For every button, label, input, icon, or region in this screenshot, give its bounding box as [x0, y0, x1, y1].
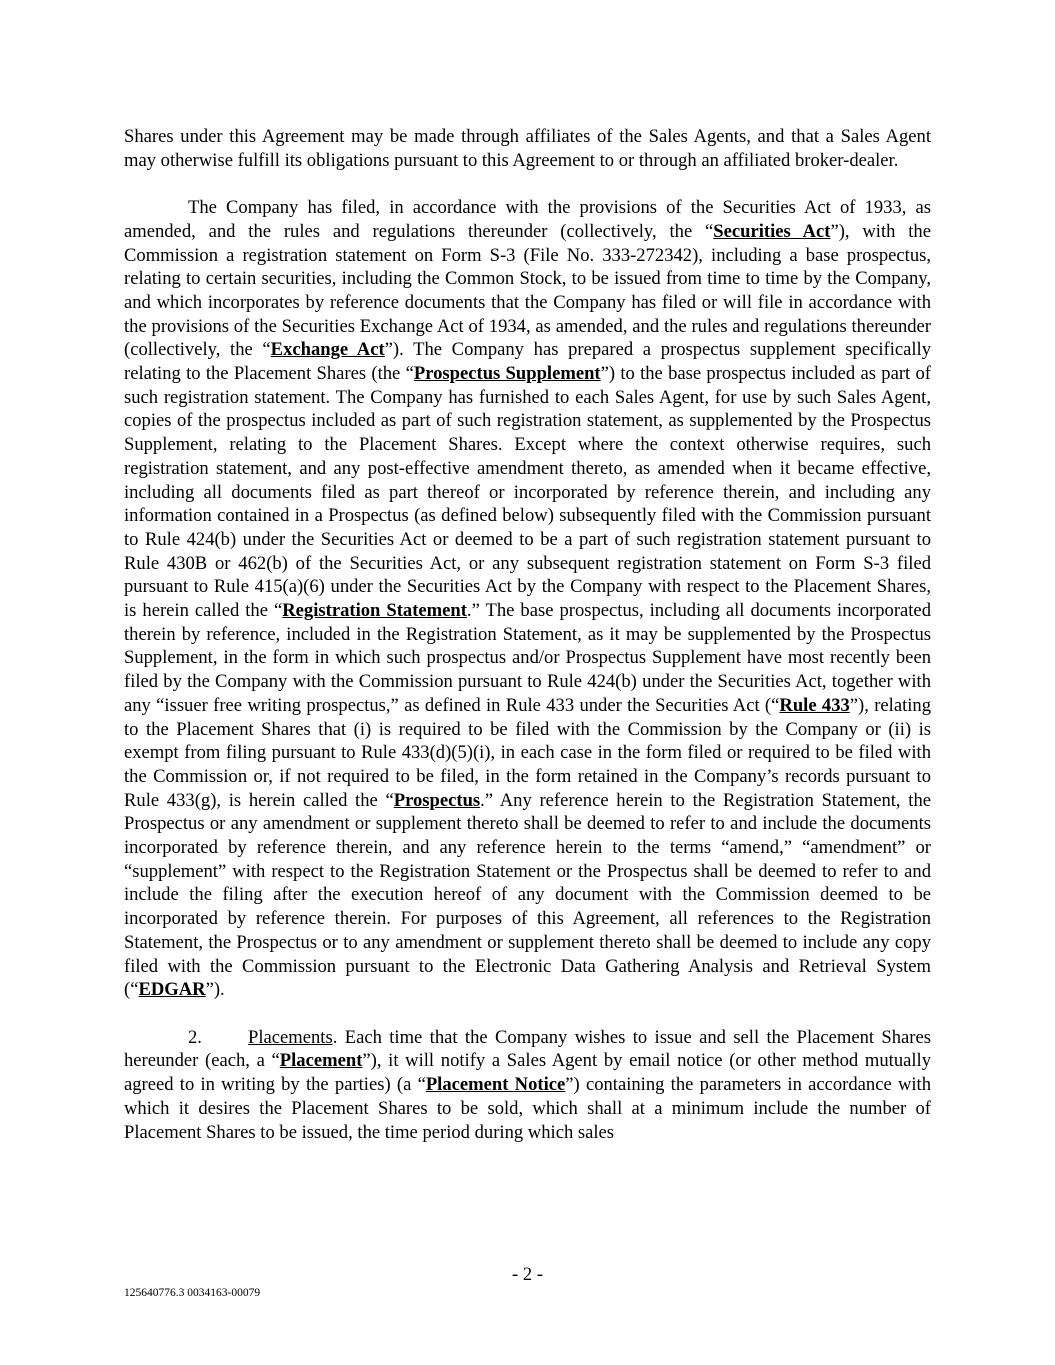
paragraph-text: .” Any reference herein to the Registration Statement, the Prospectus or any amendment or supplement thereto shall be deemed to refer to and include the documents incorporated by reference therein, and any reference herein to the terms “amend,” “amendment” or “supplement” with respect to the Registration Statement or the Prospectus shall be deemed to refer to and include the filing after the execution hereof of any document with the Commission deemed to be incorporated by reference therein. For purposes of this Agreement, all references to the Registration Statement, the Prospectus or to any amendment or supplement thereto shall be deemed to include any copy filed with the Commission pursuant to the Electronic Data Gathering Analysis and Retrieval System (“	[124, 789, 931, 1001]
defined-term-exchange-act: Exchange Act	[270, 339, 385, 361]
paragraph-text: .” The base prospectus, including all documents incorporated therein by reference, included in the Registration Statement, as it may be supplemented by the Prospectus Supplement, in the form in which such prospectus and/or Prospectus Supplement have most recently been filed by the Company with the Commission pursuant to Rule 424(b) under the Securities Act, together with any “issuer free writing prospectus,” as defined in Rule 433 under the Securities Act (“	[124, 600, 931, 716]
paragraph-text: ”).	[205, 979, 225, 1001]
defined-term-registration-statement: Registration Statement	[282, 600, 467, 622]
section-2-placements	[124, 1026, 931, 1145]
defined-term-edgar: EDGAR	[138, 979, 206, 1001]
paragraph-text: ”), with the Commission a registration statement on Form S-3 (File No. 333-272342), including a base prospectus, relating to certain securities, including the Common Stock, to be issued from time to time by the Company, and which incorporates by reference documents that the Company has filed or will file in accordance with the provisions of the Securities Exchange Act of 1934, as amended, and the rules and regulations thereunder (collectively, the “	[124, 220, 931, 361]
document-body	[124, 125, 931, 1168]
page-number: - 2 -	[512, 1264, 543, 1285]
paragraph-text: ”) containing the parameters in accordance with which it desires the Placement Shares to be sold, which shall at a minimum include the number of Placement Shares to be issued, the time period during which sales	[124, 1074, 931, 1143]
paragraph-registration-statement	[124, 196, 931, 1002]
paragraph-text: ”), it will notify a Sales Agent by email notice (or other method mutually agreed to in writing by the parties) (a “	[124, 1050, 931, 1096]
paragraph-text: ”) to the base prospectus included as part of such registration statement. The Company has furnished to each Sales Agent, for use by such Sales Agent, copies of the prospectus included as part of such registration statement, as supplemented by the Prospectus Supplement, relating to the Placement Shares. Except where the context otherwise requires, such registration statement, and any post-effective amendment thereto, as amended when it became effective, including all documents filed as part thereof or incorporated by reference therein, and including any information contained in a Prospectus (as defined below) subsequently filed with the Commission pursuant to Rule 424(b) under the Securities Act or deemed to be a part of such registration statement pursuant to Rule 430B or 462(b) of the Securities Act, or any subsequent registration statement on Form S-3 filed pursuant to Rule 415(a)(6) under the Securities Act by the Company with respect to the Placement Shares, is herein called the “	[124, 363, 931, 622]
defined-term-prospectus-supplement: Prospectus Supplement	[413, 363, 601, 385]
paragraph-text: The Company has filed, in accordance with the provisions of the Securities Act of 1933, as amended, and the rules and regulations thereunder (collectively, the “	[124, 197, 931, 242]
paragraph-text: ”), relating to the Placement Shares that (i) is required to be filed with the Commission by the Company or (ii) is exempt from filing pursuant to Rule 433(d)(5)(i), in each case in the form filed or required to be filed with the Commission or, if not required to be filed, in the form retained in the Company’s records pursuant to Rule 433(g), is herein called the “	[124, 694, 932, 811]
defined-term-securities-act: Securities Act	[713, 220, 831, 242]
defined-term-placement: Placement	[279, 1050, 363, 1072]
paragraph-text: ”). The Company has prepared a prospectus supplement specifically relating to the Placement Shares (the “	[124, 339, 931, 385]
defined-term-placement-notice: Placement Notice	[425, 1074, 566, 1096]
defined-term-rule-433: Rule 433	[779, 694, 850, 716]
document-id: 125640776.3 0034163-00079	[124, 1287, 261, 1299]
defined-term-prospectus: Prospectus	[393, 789, 481, 811]
paragraph-text: Shares under this Agreement may be made through affiliates of the Sales Agents, and that a Sales Agent may otherwise fulfill its obligations pursuant to this Agreement to or through an affiliated broker-dealer.	[124, 126, 931, 171]
section-number: 2.	[188, 1026, 202, 1048]
section-heading: Placements	[248, 1026, 333, 1048]
paragraph-text: . Each time that the Company wishes to issue and sell the Placement Shares hereunder (each, a “	[124, 1026, 931, 1072]
paragraph-continuation	[124, 125, 931, 172]
